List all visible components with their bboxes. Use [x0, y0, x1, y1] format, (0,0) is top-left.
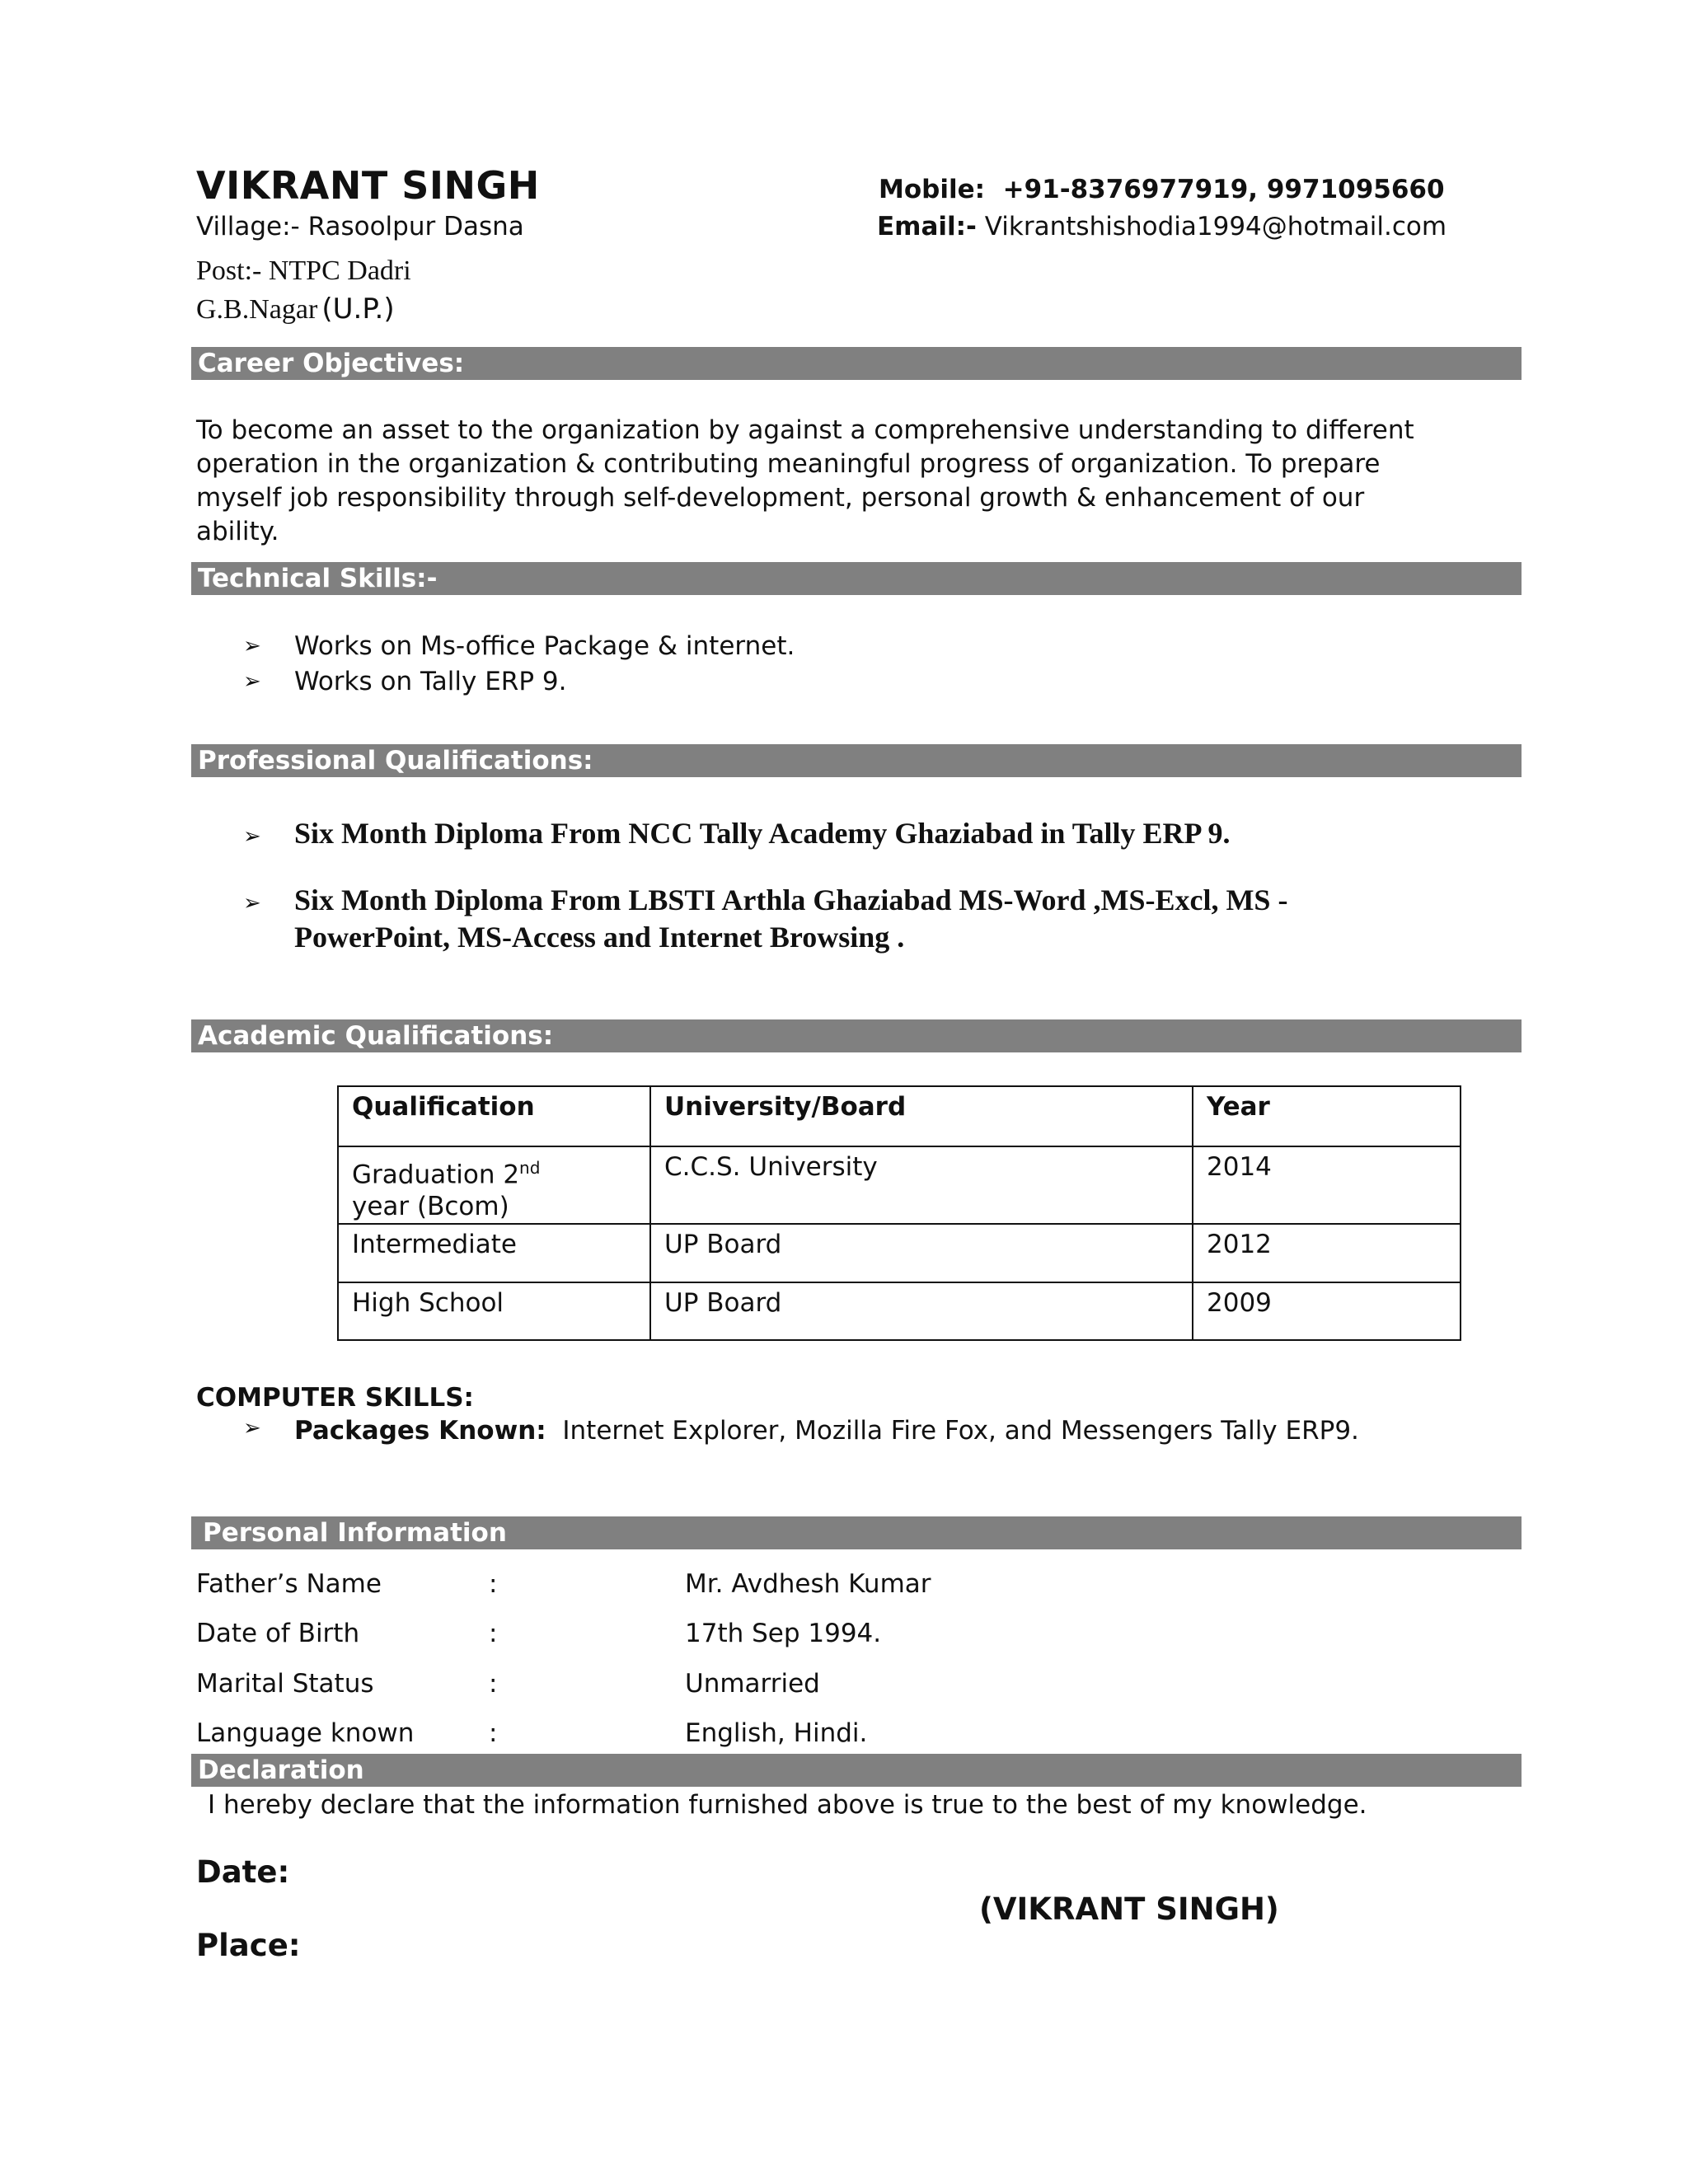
- table-header-row: [338, 1086, 1461, 1146]
- personal-info-value: 17th Sep 1994.: [685, 1619, 882, 1648]
- academic-table: [337, 1085, 1461, 1341]
- professional-qualifications-heading: Professional Qualifications:: [191, 744, 1522, 777]
- list-item: [243, 882, 1288, 956]
- list-item-text: Six Month Diploma From NCC Tally Academy Ghaziabad in Tally ERP 9.: [294, 817, 1231, 850]
- mobile-label: Mobile:: [879, 175, 986, 204]
- table-cell: High School: [338, 1282, 650, 1340]
- table-row: [338, 1282, 1461, 1340]
- table-cell: C.C.S. University: [650, 1146, 1193, 1224]
- table-header-cell: University/Board: [650, 1086, 1193, 1146]
- address-line-2: Post:- NTPC Dadri: [196, 255, 411, 286]
- table-header-cell: Qualification: [338, 1086, 650, 1146]
- career-line: myself job responsibility through self-development, personal growth & enhancement of our: [196, 483, 1365, 513]
- date-label: Date:: [196, 1854, 290, 1890]
- mobile-value: +91-8376977919, 9971095660: [1002, 175, 1445, 204]
- table-header-cell: Year: [1193, 1086, 1461, 1146]
- arrow-bullet-icon: ➢: [243, 891, 261, 916]
- signature-name: (VIKRANT SINGH): [979, 1891, 1279, 1927]
- packages-known-label: Packages Known:: [294, 1416, 546, 1446]
- table-cell: 2009: [1193, 1282, 1461, 1340]
- personal-info-label: Marital Status: [196, 1669, 374, 1699]
- packages-known-line: [243, 1416, 1359, 1446]
- personal-info-label: Father’s Name: [196, 1569, 382, 1599]
- table-cell: UP Board: [650, 1224, 1193, 1282]
- list-item-text: Works on Tally ERP 9.: [294, 667, 567, 696]
- personal-information-heading: Personal Information: [191, 1516, 1522, 1549]
- technical-skills-heading: Technical Skills:-: [191, 562, 1522, 595]
- personal-info-label: Date of Birth: [196, 1619, 360, 1648]
- address-city: G.B.Nagar: [196, 294, 318, 325]
- address-state: (U.P.): [321, 293, 395, 326]
- list-item: [243, 815, 1287, 852]
- list-item-text: Six Month Diploma From LBSTI Arthla Ghaziabad MS-Word ,MS-Excl, MS -: [294, 883, 1288, 916]
- arrow-bullet-icon: ➢: [243, 824, 261, 849]
- personal-info-separator: :: [489, 1669, 498, 1699]
- personal-info-separator: :: [489, 1569, 498, 1599]
- table-row: [338, 1224, 1461, 1282]
- personal-info-value: English, Hindi.: [685, 1718, 868, 1748]
- mobile-line: [879, 175, 1445, 204]
- personal-info-value: Mr. Avdhesh Kumar: [685, 1569, 931, 1599]
- table-cell: 2012: [1193, 1224, 1461, 1282]
- list-item: [243, 664, 795, 700]
- list-item-text: PowerPoint, MS-Access and Internet Browsing .: [294, 921, 905, 954]
- personal-info-separator: :: [489, 1619, 498, 1648]
- career-objectives-text: [196, 414, 1515, 549]
- table-cell: Intermediate: [338, 1224, 650, 1282]
- candidate-name: VIKRANT SINGH: [196, 163, 540, 208]
- place-label: Place:: [196, 1928, 301, 1963]
- computer-skills-heading: COMPUTER SKILLS:: [196, 1383, 474, 1413]
- academic-qualifications-heading: Academic Qualifications:: [191, 1019, 1522, 1052]
- arrow-bullet-icon: ➢: [243, 1416, 261, 1441]
- declaration-text: I hereby declare that the information furnished above is true to the best of my knowledge.: [208, 1790, 1367, 1820]
- table-cell: 2014: [1193, 1146, 1461, 1224]
- address-line-3: [196, 293, 395, 326]
- email-label: Email:-: [877, 212, 977, 241]
- personal-info-label: Language known: [196, 1718, 415, 1748]
- table-cell: UP Board: [650, 1282, 1193, 1340]
- career-line: operation in the organization & contributing meaningful progress of organization. To prepare: [196, 449, 1381, 479]
- list-item: [243, 629, 795, 664]
- list-item-text: Works on Ms-office Package & internet.: [294, 631, 795, 661]
- career-line: To become an asset to the organization by against a comprehensive understanding to different: [196, 415, 1414, 445]
- table-row: [338, 1146, 1461, 1224]
- arrow-bullet-icon: ➢: [243, 634, 261, 658]
- personal-info-value: Unmarried: [685, 1669, 820, 1699]
- personal-info-separator: :: [489, 1718, 498, 1748]
- career-objectives-heading: Career Objectives:: [191, 347, 1522, 380]
- email-line: [877, 212, 1447, 241]
- arrow-bullet-icon: ➢: [243, 669, 261, 694]
- packages-known-value: Internet Explorer, Mozilla Fire Fox, and Messengers Tally ERP9.: [562, 1416, 1359, 1446]
- technical-skills-list: [243, 629, 795, 700]
- address-line-1: Village:- Rasoolpur Dasna: [196, 212, 524, 241]
- declaration-heading: Declaration: [191, 1754, 1522, 1787]
- career-line: ability.: [196, 517, 279, 546]
- email-value: Vikrantshishodia1994@hotmail.com: [984, 212, 1447, 241]
- professional-qualifications-list: [243, 815, 1288, 956]
- table-cell: Graduation 2nd year (Bcom): [338, 1146, 650, 1224]
